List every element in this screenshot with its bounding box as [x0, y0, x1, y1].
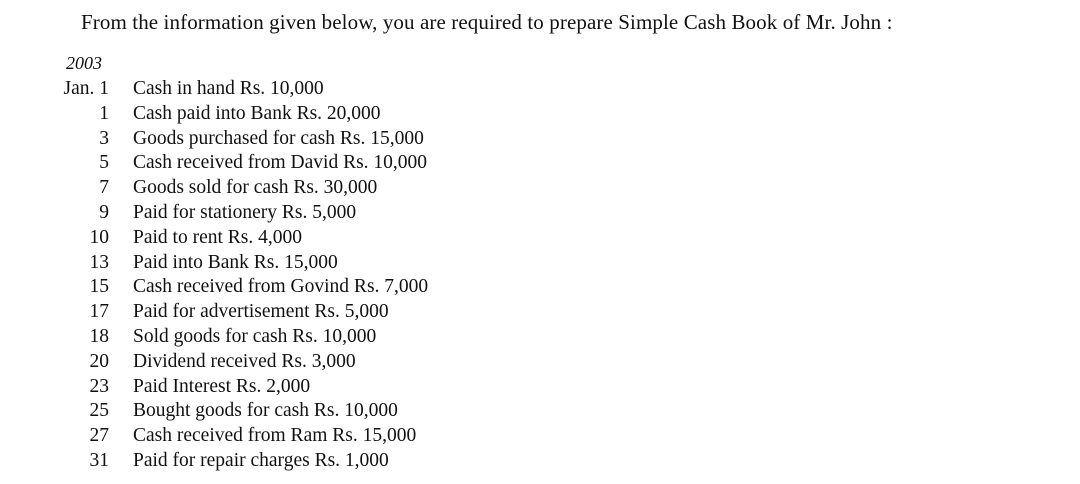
transaction-text: Goods purchased for cash Rs. 15,000	[133, 127, 424, 149]
transaction-text: Cash received from Ram Rs. 15,000	[133, 425, 417, 447]
transaction-row	[0, 350, 1080, 375]
transaction-text: Paid Interest Rs. 2,000	[133, 375, 311, 397]
transaction-date: 18	[89, 325, 109, 347]
transaction-text: Cash received from Govind Rs. 7,000	[133, 276, 429, 298]
transaction-date: 25	[89, 400, 109, 422]
transaction-text: Paid for advertisement Rs. 5,000	[133, 301, 389, 323]
transaction-text: Cash received from David Rs. 10,000	[133, 152, 428, 174]
transaction-row	[0, 399, 1080, 424]
transaction-text: Cash in hand Rs. 10,000	[133, 78, 324, 99]
transaction-date: 13	[89, 251, 109, 273]
transaction-row	[0, 77, 1080, 102]
transaction-row	[0, 325, 1080, 350]
question-text: From the information given below, you are required to prepare Simple Cash Book of Mr. John :	[81, 10, 893, 34]
transaction-row	[0, 300, 1080, 325]
transaction-date: 10	[89, 226, 109, 248]
transaction-text: Cash paid into Bank Rs. 20,000	[133, 102, 381, 124]
transaction-date: 23	[89, 375, 109, 397]
transaction-row	[0, 127, 1080, 152]
transaction-date: 3	[99, 127, 109, 149]
transaction-date: 7	[99, 177, 109, 199]
transaction-text: Dividend received Rs. 3,000	[133, 350, 356, 372]
transaction-date: 5	[99, 152, 109, 174]
transaction-row	[0, 275, 1080, 300]
transaction-row	[0, 201, 1080, 226]
transaction-text: Paid for repair charges Rs. 1,000	[133, 449, 389, 471]
transaction-text: Goods sold for cash Rs. 30,000	[133, 177, 378, 199]
transaction-text: Paid to rent Rs. 4,000	[133, 226, 302, 248]
transaction-date: Jan. 1	[63, 78, 109, 99]
transaction-row	[0, 449, 1080, 474]
transaction-text: Bought goods for cash Rs. 10,000	[133, 400, 398, 422]
transaction-date: 9	[99, 201, 109, 223]
transaction-row	[0, 251, 1080, 276]
transaction-date: 20	[89, 350, 109, 372]
year-label: 2003	[66, 53, 102, 73]
transaction-list	[0, 77, 1080, 474]
transaction-date: 15	[89, 276, 109, 298]
transaction-row	[0, 176, 1080, 201]
transaction-text: Paid for stationery Rs. 5,000	[133, 201, 357, 223]
transaction-date: 31	[89, 449, 109, 471]
transaction-row	[0, 424, 1080, 449]
transaction-date: 17	[89, 301, 109, 323]
transaction-text: Paid into Bank Rs. 15,000	[133, 251, 338, 273]
transaction-row	[0, 375, 1080, 400]
transaction-row	[0, 102, 1080, 127]
transaction-date: 27	[89, 425, 109, 447]
transaction-row	[0, 226, 1080, 251]
transaction-row	[0, 151, 1080, 176]
transaction-date: 1	[99, 102, 109, 124]
transaction-text: Sold goods for cash Rs. 10,000	[133, 325, 377, 347]
